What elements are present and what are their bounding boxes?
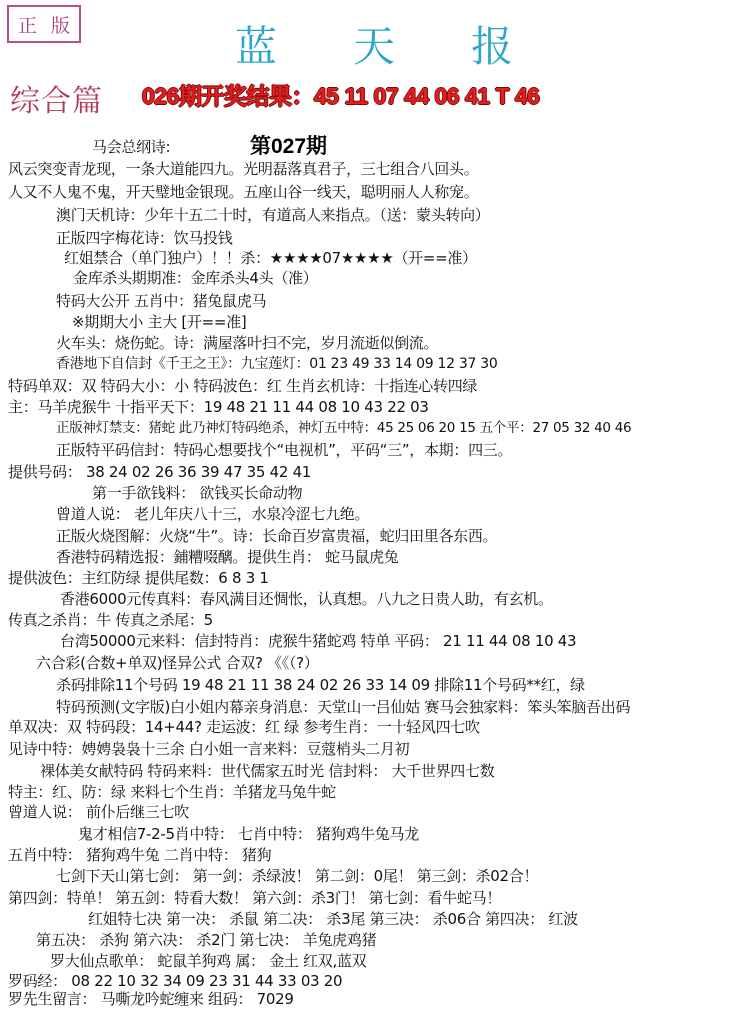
text-line: 台湾50000元来料：信封特肖：虎猴牛猪蛇鸡 特单 平码： 21 11 44 08 10 43 xyxy=(60,632,577,650)
text-line: 罗大仙点歌单： 蛇鼠羊狗鸡 属： 金土 红双,蓝双 xyxy=(50,952,367,970)
draw-result: 026期开奖结果：45 11 07 44 06 41 T 46 xyxy=(142,83,540,109)
text-line: 主：马羊虎猴牛 十指平天下：19 48 21 11 44 08 10 43 22 03 xyxy=(8,398,429,416)
issue-number: 第027期 xyxy=(250,135,328,158)
text-line: 第四剑：特单！ 第五剑：特看大数！ 第六剑：杀3门！ 第七剑：看牛蛇马！ xyxy=(8,889,502,907)
text-line: 第一手欲钱料： 欲钱买长命动物 xyxy=(92,484,303,502)
text-line: 七剑下天山第七剑： 第一剑：杀绿波！ 第二剑：0尾！ 第三剑：杀02合！ xyxy=(56,867,539,885)
text-line: 传真之杀肖：牛 传真之杀尾：5 xyxy=(8,611,213,629)
text-line: 罗码经： 08 22 10 32 34 09 23 31 44 33 03 20 xyxy=(8,972,343,990)
text-line: 香港6000元传真料：春风满目还惆怅，认真想。八九之日贵人助，有玄机。 xyxy=(60,590,553,608)
section-title: 综合篇 xyxy=(10,84,103,119)
masthead-char-3: 报 xyxy=(470,22,515,71)
authentic-stamp xyxy=(7,5,81,43)
text-line: 特主：红、防：绿 来料七个生肖：羊猪龙马兔牛蛇 xyxy=(8,783,336,801)
text-line: 见诗中特：娉娉袅袅十三余 白小姐一言来料：豆蔻梢头二月初 xyxy=(8,740,410,758)
text-line: 第五决： 杀狗 第六决： 杀2门 第七决： 羊兔虎鸡猪 xyxy=(36,931,377,949)
text-line: 金库杀头期期准：金库杀头4头（准） xyxy=(73,269,318,287)
text-line: 五肖中特： 猪狗鸡牛兔 二肖中特： 猪狗 xyxy=(8,846,272,864)
masthead-char-1: 蓝 xyxy=(235,22,280,71)
text-line: 香港特码精选报：鋪糟啜醨。提供生肖： 蛇马鼠虎兔 xyxy=(56,548,399,566)
text-line: 特码大公开 五肖中：猪兔鼠虎马 xyxy=(56,292,267,310)
text-line: 红姐禁合（单门独户）！！杀：★★★★07★★★★（开==准） xyxy=(64,249,477,267)
text-line: 火车头：烧伤蛇。诗：满屋落叶扫不完，岁月流逝似倒流。 xyxy=(56,334,439,352)
text-line: 红姐特七决 第一决： 杀鼠 第二决： 杀3尾 第三决： 杀06合 第四决： 红波 xyxy=(88,910,578,928)
stamp-char-2: 版 xyxy=(50,14,70,37)
text-line: 澳门天机诗：少年十五二十时，有道高人来指点。（送：蒙头转向） xyxy=(56,206,490,224)
text-line: ※期期大小 主大 [开==准] xyxy=(72,313,247,331)
stamp-char-1: 正 xyxy=(18,14,38,37)
text-line: 单双决：双 特码段：14+44? 走运波：红 绿 参考生肖：一十轻风四七吹 xyxy=(8,718,480,736)
text-line: 罗先生留言： 马嘶龙吟蛇缠来 组码： 7029 xyxy=(8,990,294,1008)
text-line: 特码单双：双 特码大小：小 特码波色：红 生肖玄机诗：十指连心转四绿 xyxy=(8,377,478,395)
text-line: 正版火烧图解：火烧“牛”。诗：长命百岁富贵福，蛇归田里各东西。 xyxy=(56,527,498,545)
text-line: 香港地下自信封《千王之王》：九宝莲灯：01 23 49 33 14 09 12 37 30 xyxy=(56,356,498,372)
text-line: 正版四字梅花诗：饮马投钱 xyxy=(56,229,233,247)
text-line: 正版特平码信封：特码心想要找个“电视机”，平码“三”，本期：四三。 xyxy=(56,441,513,459)
text-line: 曾道人说： 前仆后继三七吹 xyxy=(8,803,189,821)
masthead-title xyxy=(235,14,515,74)
text-line: 提供号码： 38 24 02 26 36 39 47 35 42 41 xyxy=(8,463,312,481)
text-line: 风云突变青龙现，一条大道能四九。光明磊落真君子，三七组合八回头。 xyxy=(8,160,479,178)
text-line: 正版神灯禁支：猪蛇 此乃神灯特码绝杀，神灯五中特：45 25 06 20 15 五个平：27 05 32 40 46 xyxy=(56,420,632,436)
text-line: 特码预测(文字版)白小姐内幕亲身消息：天堂山一吕仙姑 赛马会独家料：笨头笨脑吾出码 xyxy=(56,698,631,716)
text-line: 六合彩(合数+单双)怪异公式 合双? 《《（?） xyxy=(36,654,319,672)
text-line: 马会总纲诗: xyxy=(92,138,171,156)
masthead-char-2: 天 xyxy=(352,22,397,71)
text-line: 人又不人鬼不鬼，开天璧地金银现。五座山谷一线天，聪明丽人人称宠。 xyxy=(8,183,479,201)
text-line: 曾道人说： 老儿年庆八十三，水泉冷涩七九绝。 xyxy=(56,505,370,523)
text-line: 裸体美女献特码 特码来料：世代儒家五时光 信封料： 大千世界四七数 xyxy=(40,762,495,780)
text-line: 提供波色：主红防绿 提供尾数：6 8 3 1 xyxy=(8,569,269,587)
text-line: 鬼才相信7-2-5肖中特： 七肖中特： 猪狗鸡牛兔马龙 xyxy=(78,825,419,843)
text-line: 杀码排除11个号码 19 48 21 11 38 24 02 26 33 14 09 排除11个号码**红，绿 xyxy=(56,676,585,694)
